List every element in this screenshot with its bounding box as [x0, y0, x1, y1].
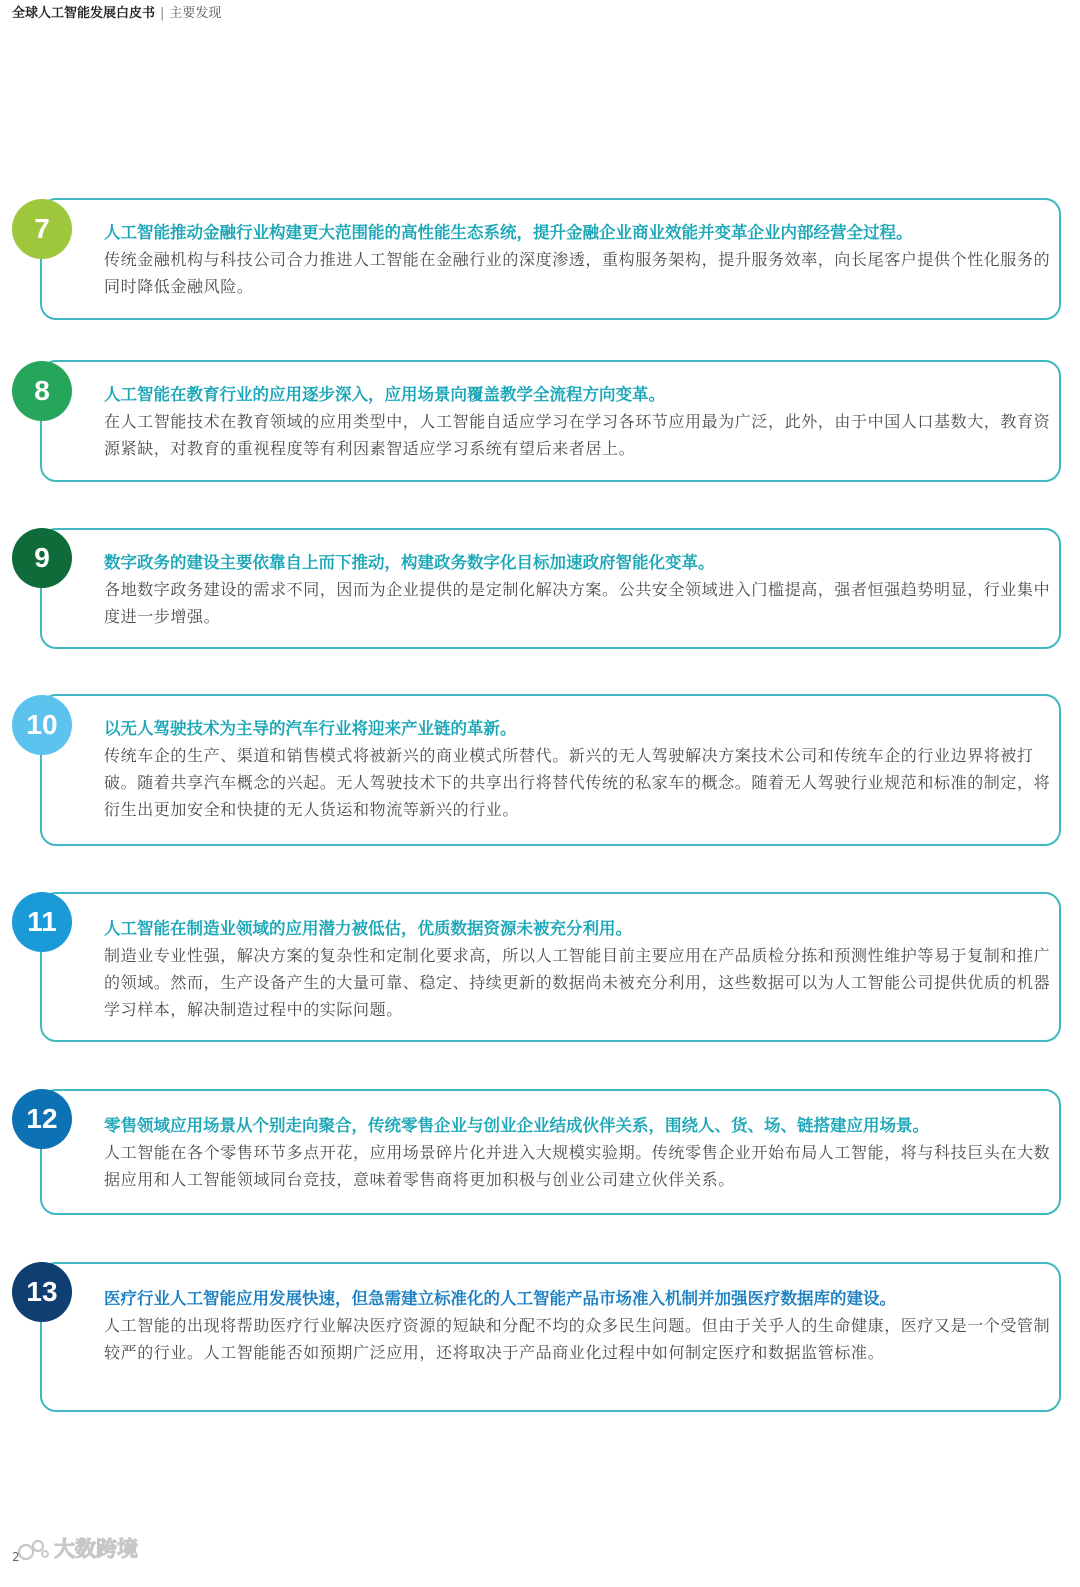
finding-text [104, 1286, 1054, 1366]
finding-title: 零售领域应用场景从个别走向聚合，传统零售企业与创业企业结成伙伴关系，围绕人、货、场、链搭建应用场景。 [104, 1116, 929, 1135]
finding-text [104, 220, 1054, 300]
finding-body: 在人工智能技术在教育领域的应用类型中，人工智能自适应学习在学习各环节应用最为广泛，此外，由于中国人口基数大，教育资源紧缺，对教育的重视程度等有利因素智适应学习系统有望后来者居上。 [104, 412, 1051, 458]
finding-card-13 [40, 1262, 1061, 1412]
finding-card-11 [40, 892, 1061, 1042]
finding-body: 人工智能的出现将帮助医疗行业解决医疗资源的短缺和分配不均的众多民生问题。但由于关乎人的生命健康，医疗又是一个受管制较严的行业。人工智能能否如预期广泛应用，还将取决于产品商业化过程中如何制定医疗和数据监管标准。 [104, 1316, 1051, 1362]
finding-text [104, 1113, 1054, 1193]
finding-body: 传统车企的生产、渠道和销售模式将被新兴的商业模式所替代。新兴的无人驾驶解决方案技术公司和传统车企的行业边界将被打破。随着共享汽车概念的兴起。无人驾驶技术下的共享出行将替代传统的私家车的概念。随着无人驾驶行业规范和标准的制定，将衍生出更加安全和快捷的无人货运和物流等新兴的行业。 [104, 746, 1051, 819]
watermark-icon [16, 1534, 50, 1564]
finding-body: 各地数字政务建设的需求不同，因而为企业提供的是定制化解决方案。公共安全领域进入门槛提高，强者恒强趋势明显，行业集中度进一步增强。 [104, 580, 1051, 626]
finding-body: 制造业专业性强，解决方案的复杂性和定制化要求高，所以人工智能目前主要应用在产品质检分拣和预测性维护等易于复制和推广的领域。然而，生产设备产生的大量可靠、稳定、持续更新的数据尚未被充分利用，这些数据可以为人工智能公司提供优质的机器学习样本，解决制造过程中的实际问题。 [104, 946, 1051, 1019]
finding-title: 数字政务的建设主要依靠自上而下推动，构建政务数字化目标加速政府智能化变革。 [104, 553, 715, 572]
finding-text [104, 916, 1054, 1023]
finding-number-badge: 10 [12, 695, 72, 755]
header-separator: | [160, 6, 165, 21]
page-header [12, 5, 221, 23]
finding-number-badge: 7 [12, 199, 72, 259]
finding-title: 医疗行业人工智能应用发展快速，但急需建立标准化的人工智能产品市场准入机制并加强医疗数据库的建设。 [104, 1289, 896, 1308]
document-title: 全球人工智能发展白皮书 [12, 6, 156, 21]
watermark-logo [16, 1534, 146, 1564]
watermark-text: 大数跨境 [54, 1537, 138, 1561]
finding-title: 人工智能在制造业领域的应用潜力被低估，优质数据资源未被充分利用。 [104, 919, 632, 938]
finding-title: 人工智能在教育行业的应用逐步深入，应用场景向覆盖教学全流程方向变革。 [104, 385, 665, 404]
finding-card-7 [40, 198, 1061, 320]
finding-body: 传统金融机构与科技公司合力推进人工智能在金融行业的深度渗透，重构服务架构，提升服务效率，向长尾客户提供个性化服务的同时降低金融风险。 [104, 250, 1051, 296]
finding-text [104, 716, 1054, 823]
finding-card-8 [40, 360, 1061, 482]
page-number: 2 [12, 1550, 20, 1564]
finding-number-badge: 8 [12, 361, 72, 421]
finding-number-badge: 13 [12, 1262, 72, 1322]
finding-title: 人工智能推动金融行业构建更大范围能的高性能生态系统，提升金融企业商业效能并变革企业内部经营全过程。 [104, 223, 913, 242]
finding-number-badge: 11 [12, 892, 72, 952]
finding-card-12 [40, 1089, 1061, 1215]
section-title: 主要发现 [169, 6, 222, 21]
finding-body: 人工智能在各个零售环节多点开花，应用场景碎片化并进入大规模实验期。传统零售企业开始布局人工智能，将与科技巨头在大数据应用和人工智能领域同台竞技，意味着零售商将更加积极与创业公司建立伙伴关系。 [104, 1143, 1051, 1189]
finding-number-badge: 9 [12, 528, 72, 588]
finding-title: 以无人驾驶技术为主导的汽车行业将迎来产业链的革新。 [104, 719, 517, 738]
finding-card-10 [40, 694, 1061, 846]
finding-number-badge: 12 [12, 1089, 72, 1149]
finding-card-9 [40, 528, 1061, 649]
finding-text [104, 382, 1054, 462]
finding-text [104, 550, 1054, 630]
